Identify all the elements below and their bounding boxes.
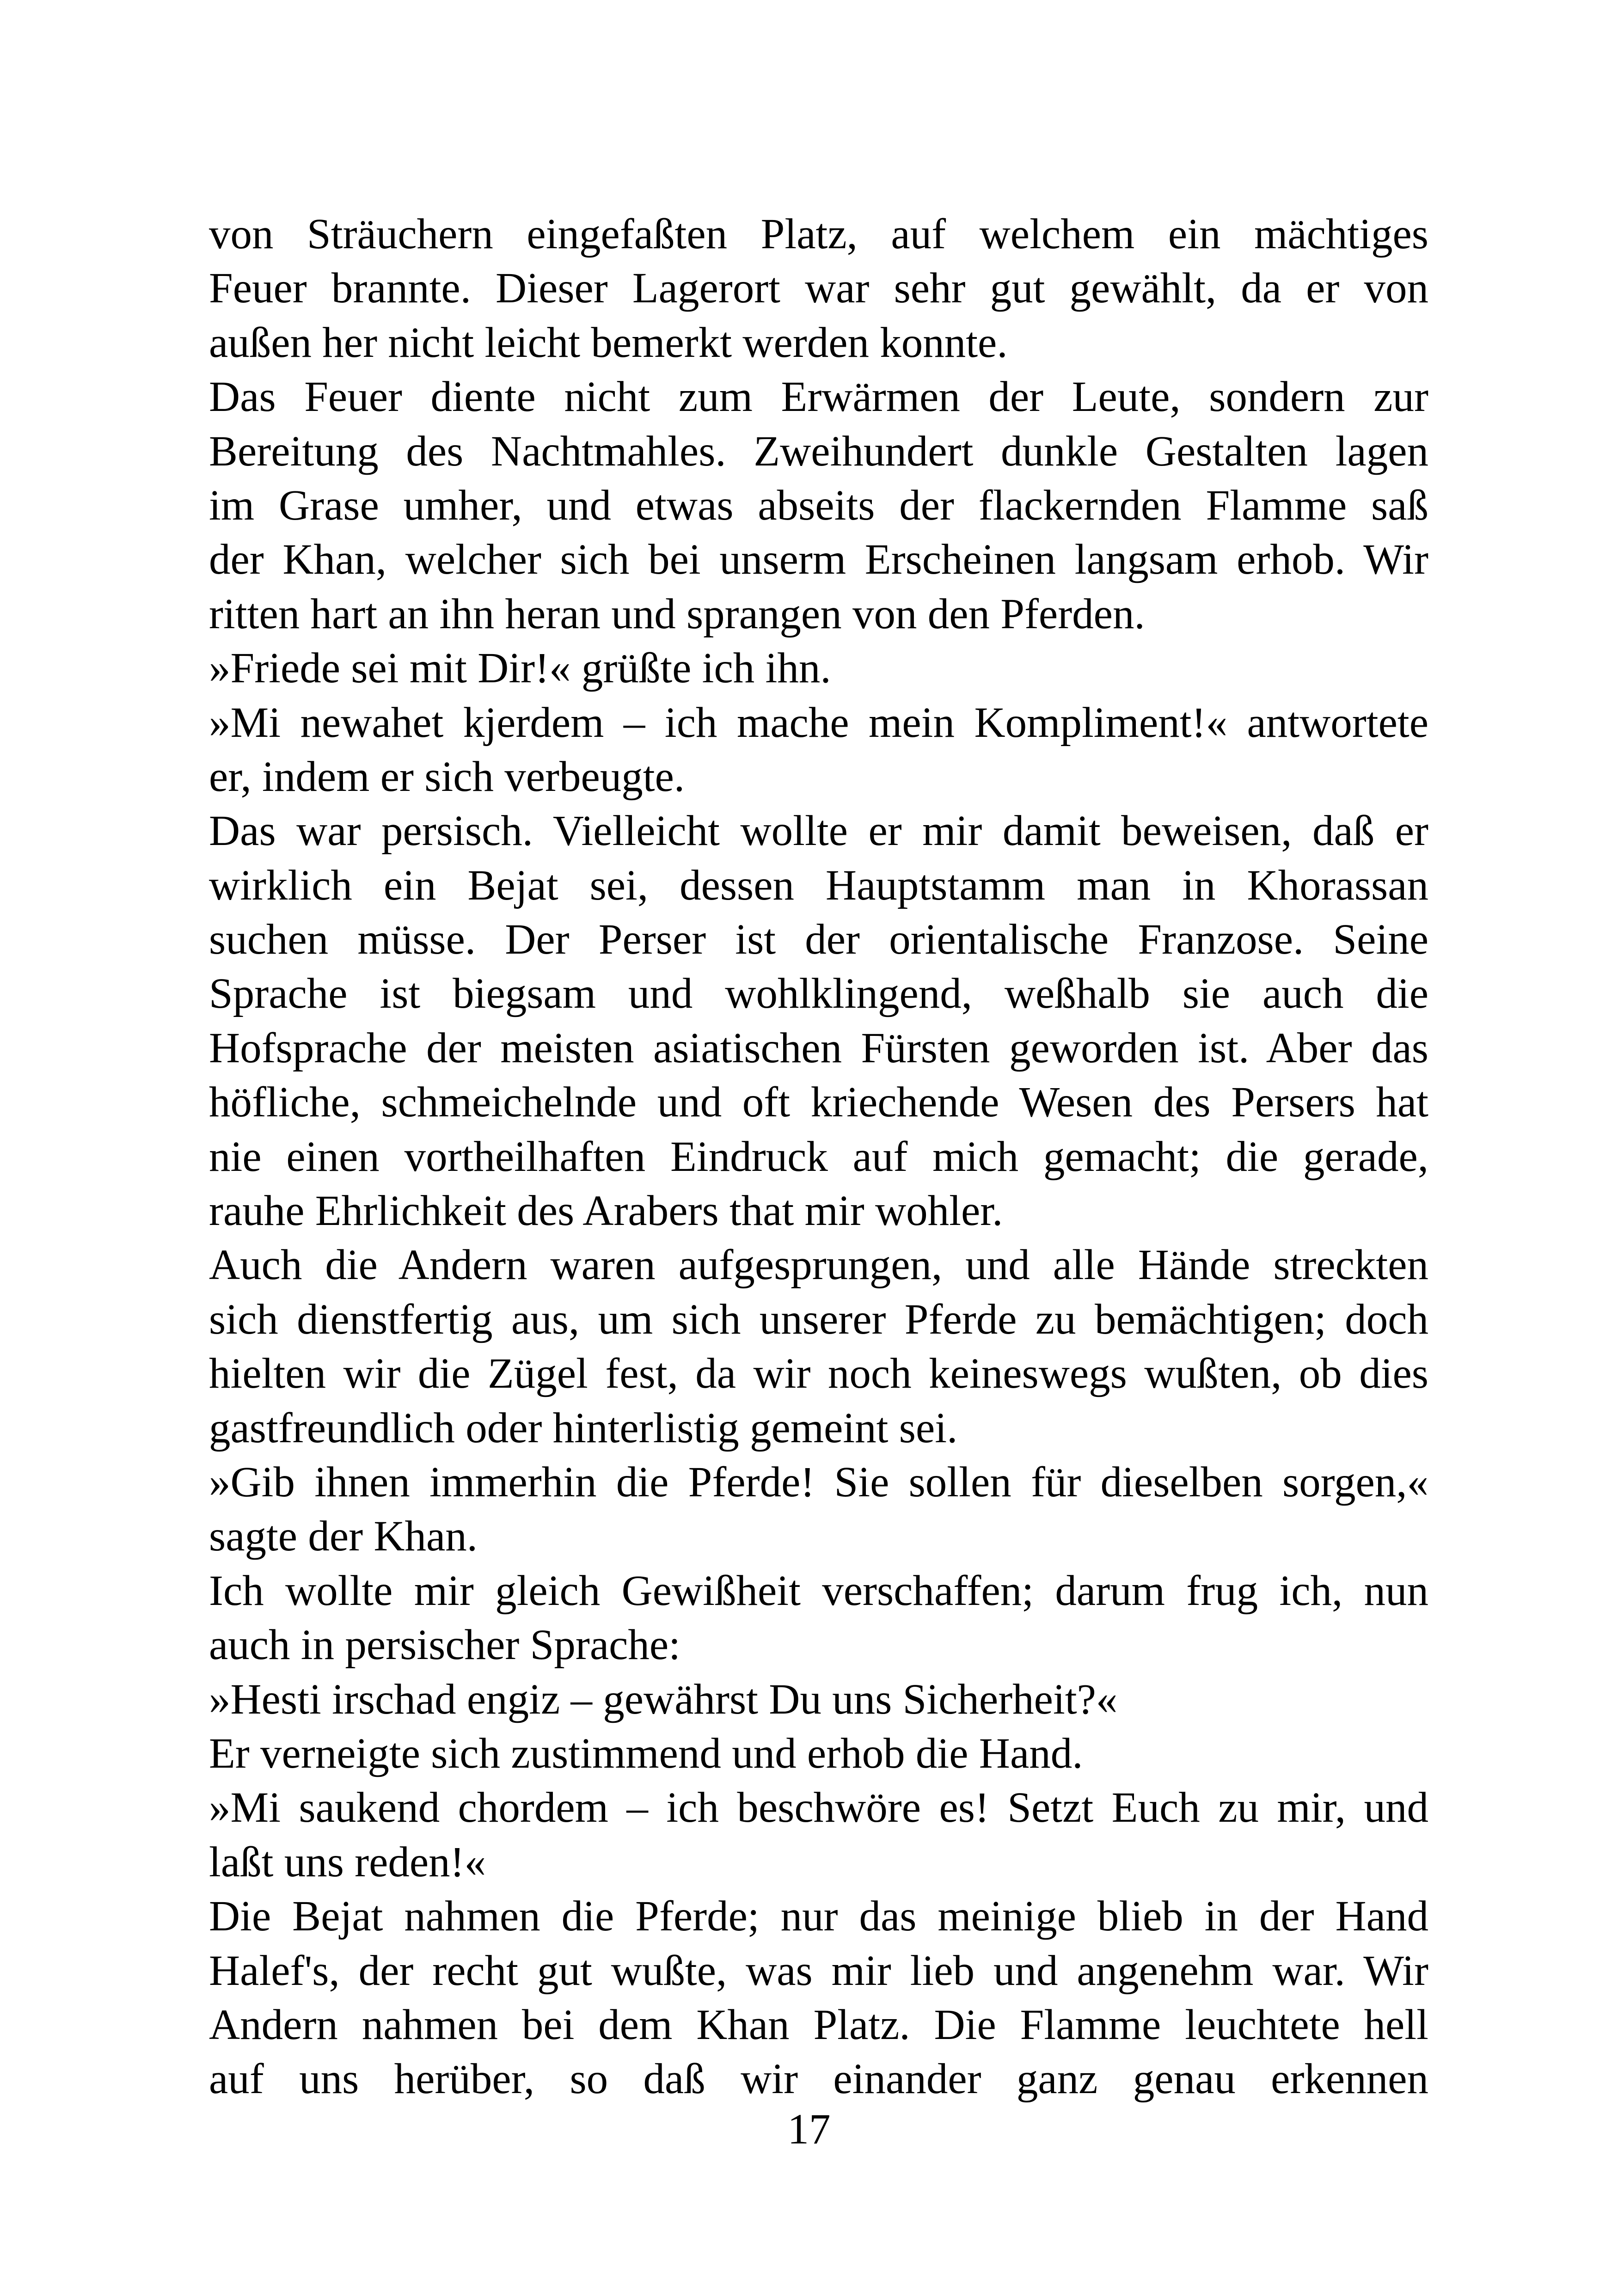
text-line: Die Bejat nahmen die Pferde; nur das meinige blieb in der Hand: [209, 1892, 1428, 1941]
text-line: Das Feuer diente nicht zum Erwärmen der Leute, sondern zur: [209, 373, 1428, 421]
body-text: [209, 207, 1428, 2106]
text-line: Er verneigte sich zustimmend und erhob die Hand.: [209, 1729, 1083, 1777]
text-line: rauhe Ehrlichkeit des Arabers that mir wohler.: [209, 1187, 1003, 1235]
text-line: Halef's, der recht gut wußte, was mir lieb und angenehm war. Wir: [209, 1947, 1428, 1995]
text-line: Bereitung des Nachtmahles. Zweihundert dunkle Gestalten lagen: [209, 427, 1428, 475]
text-line: auch in persischer Sprache:: [209, 1621, 681, 1669]
text-line: Andern nahmen bei dem Khan Platz. Die Flamme leuchtete hell: [209, 2001, 1428, 2049]
text-line: Feuer brannte. Dieser Lagerort war sehr gut gewählt, da er von: [209, 264, 1428, 312]
text-line: ritten hart an ihn heran und sprangen von den Pferden.: [209, 590, 1145, 638]
text-line: im Grase umher, und etwas abseits der flackernden Flamme saß: [209, 481, 1428, 529]
text-line: Hofsprache der meisten asiatischen Fürsten geworden ist. Aber das: [209, 1024, 1428, 1072]
text-line: hielten wir die Zügel fest, da wir noch keineswegs wußten, ob dies: [209, 1350, 1428, 1398]
text-line: außen her nicht leicht bemerkt werden konnte.: [209, 318, 1008, 367]
text-line: auf uns herüber, so daß wir einander ganz genau erkennen: [209, 2055, 1428, 2103]
text-line: »Gib ihnen immerhin die Pferde! Sie sollen für dieselben sorgen,«: [209, 1458, 1428, 1506]
text-line: »Mi newahet kjerdem – ich mache mein Kompliment!« antwortete: [209, 698, 1428, 747]
text-line: Sprache ist biegsam und wohlklingend, weßhalb sie auch die: [209, 970, 1428, 1018]
text-line: sich dienstfertig aus, um sich unserer Pferde zu bemächtigen; doch: [209, 1295, 1428, 1343]
text-line: laßt uns reden!«: [209, 1838, 486, 1886]
text-line: höfliche, schmeichelnde und oft kriechende Wesen des Persers hat: [209, 1078, 1428, 1127]
text-line: von Sträuchern eingefaßten Platz, auf welchem ein mächtiges: [209, 210, 1428, 258]
text-line: der Khan, welcher sich bei unserm Erscheinen langsam erhob. Wir: [209, 536, 1428, 584]
text-line: Das war persisch. Vielleicht wollte er mir damit beweisen, daß er: [209, 807, 1428, 855]
text-line: sagte der Khan.: [209, 1512, 478, 1561]
text-line: suchen müsse. Der Perser ist der orientalische Franzose. Seine: [209, 916, 1428, 964]
text-line: »Friede sei mit Dir!« grüßte ich ihn.: [209, 644, 831, 692]
text-line: wirklich ein Bejat sei, dessen Hauptstamm man in Khorassan: [209, 861, 1428, 909]
page-number: 17: [787, 2106, 831, 2153]
text-line: nie einen vortheilhaften Eindruck auf mich gemacht; die gerade,: [209, 1133, 1428, 1181]
text-line: »Hesti irschad engiz – gewährst Du uns Sicherheit?«: [209, 1675, 1118, 1723]
text-line: Ich wollte mir gleich Gewißheit verschaffen; darum frug ich, nun: [209, 1567, 1428, 1615]
text-line: »Mi saukend chordem – ich beschwöre es! Setzt Euch zu mir, und: [209, 1784, 1428, 1832]
text-line: er, indem er sich verbeugte.: [209, 753, 685, 801]
text-line: Auch die Andern waren aufgesprungen, und alle Hände streckten: [209, 1241, 1428, 1289]
text-line: gastfreundlich oder hinterlistig gemeint sei.: [209, 1404, 958, 1452]
